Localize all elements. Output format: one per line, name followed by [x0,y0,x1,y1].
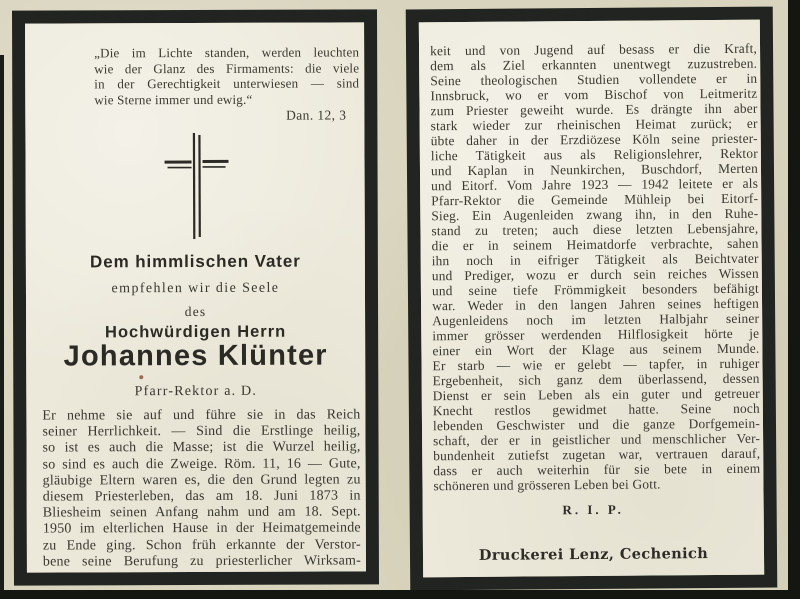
text-line: wie Sterne immer und ewig.“ [94,91,253,107]
scripture-reference: Dan. 12, 3 [286,107,347,123]
double-line-cross-icon [164,133,228,239]
text-line: einer ein Wort der Klage aus seinem Munde. [432,340,760,359]
text-line: so sind es auch die Zweige. Röm. 11, 16 — Gute, [42,456,361,473]
text-line: und seine tiefe Frömmigkeit besonders befähigt [431,280,759,299]
text-line: zu Ende ging. Schon früh erkannte der Verstor- [42,537,361,554]
text-line: bundenheit zutiefst zugetan war, vertrauen darauf, [433,445,761,464]
memorial-card-left-page [12,9,379,585]
paper-speck [139,375,143,379]
text-line: „Die im Lichte standen, werden leuchten [94,44,360,61]
text-line: Seine theologischen Studien vollendete er in [430,70,758,89]
text-line: gläubige Eltern waren es, die den Grund legten zu [42,472,361,489]
text-line: 1950 im elterlichen Hause in der Heimatgemeinde [42,520,361,537]
text-line: schaft, der er in geistlicher und menschlicher Ver- [433,430,761,449]
honorific-line: Hochwürdigen Herrn [104,322,287,342]
scan-edge-bottom [0,590,800,599]
left-page-paper [25,22,366,572]
text-line: ihn noch in eifriger Tätigkeit als Beichtvater [431,250,759,269]
text-line: und Prediger, wozu er durch sein reiches Wissen [431,265,759,284]
scan-edge-left [0,55,4,599]
right-page-paragraph [430,41,761,494]
text-line: so ist es auch die Masse; ist die Wurzel heilig, [42,439,361,456]
text-line: Pfarr-Rektor die Gemeinde Mühleip bei Eitorf- [431,190,759,209]
left-page-paragraph [42,407,361,570]
right-page-paper [419,20,764,578]
text-line: Sieg. Ein Augenleiden zwang ihn, in den Ruhe- [431,205,759,224]
text-line: Knecht restlos gewidmet hatte. Seine noch [432,400,760,419]
text-line: Er starb — wie er gelebt — tapfer, in ruhiger [432,355,760,374]
text-line: dem als Ziel erkannten unentwegt zuzustreben. [430,55,758,74]
text-line: keit und von Jugend auf besass er die Kraft, [429,40,758,59]
memorial-card-right-page [406,7,778,591]
text-line: Bliesheim seinen Anfang nahm und am 18. Sept. [42,504,361,521]
text-line: übte daher in der Erzdiözese Köln seine priester- [430,130,758,149]
dedication-subline-1: empfehlen wir die Seele [111,280,280,297]
scan-edge-right [788,0,800,599]
text-line: stand zu treten; auch diese letzten Lebensjahre, [431,220,759,239]
deceased-name: Johannes Klünter [63,339,328,373]
text-line: dass er auch weiterhin für sie bete in einem [433,460,761,479]
scripture-quote [94,44,359,107]
dedication-heading: Dem himmlischen Vater [89,251,301,272]
printer-imprint: Druckerei Lenz, Cechenich [478,545,709,564]
text-line: immer grösser werdenden Hilflosigkeit hörte je [432,325,760,344]
text-line: liche Tätigkeit aus als Religionslehrer, Rektor [430,145,758,164]
deceased-title: Pfarr-Rektor a. D. [134,383,258,400]
text-line: seiner Herrlichkeit. — Sind die Erstlinge heilig, [42,423,361,440]
text-line: diesem Priesterleben, das am 18. Juni 1873 in [42,488,361,505]
text-line: Augenleidens noch im letzten Halbjahr seiner [432,310,760,329]
text-line: Dienst er sein Leben als ein guter und getreuer [432,385,760,404]
text-line: zum Priester geweiht wurde. Es drängte ihn aber [430,100,758,119]
text-line: wie der Glanz des Firmaments: die viele [94,59,360,76]
text-line: schöneren und grösseren Leben bei Gott. [433,476,661,494]
text-line: Er nehme sie auf und führe sie in das Reich [42,407,361,424]
text-line: lebenden Geschwister und die ganze Dorfgemein- [432,415,761,434]
dedication-subline-2: des [184,303,207,320]
text-line: stark wieder zur rheinischen Heimat zurück; er [430,115,758,134]
rip-line: R. I. P. [562,501,624,518]
text-line: Ergebenheit, sich ganz dem überlassend, dessen [432,370,760,389]
text-line: bene seine Berufung zu priesterlicher Wirksam- [42,553,361,570]
text-line: war. Weder in den langen Jahren seines heftigen [431,295,760,314]
text-line: die er in seinem Heimatdorfe verbrachte, sahen [431,235,759,254]
text-line: und Kaplan in Neunkirchen, Buschdorf, Merten [430,160,759,179]
text-line: Innsbruck, wo er vom Bischof von Leitmeritz [430,85,758,104]
text-line: in der Gerechtigkeit unterwiesen — sind [94,75,360,92]
text-line: und Eitorf. Vom Jahre 1923 — 1942 leitete er als [431,175,759,194]
